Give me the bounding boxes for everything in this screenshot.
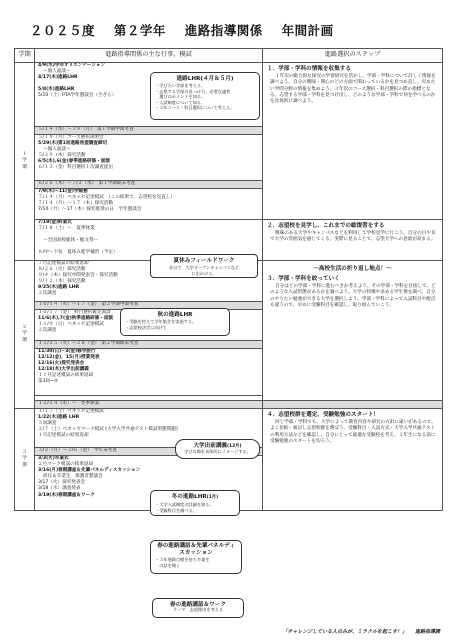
- callout-spring-panel: [150, 540, 242, 574]
- callout-line: ・３年コース・科目選択について考える。: [155, 105, 235, 111]
- event-line: １/１７（土）ベネッセ記述模試: [38, 409, 104, 414]
- event-line: ５/１９（月）コース選択説明会: [38, 135, 104, 140]
- step-1-heading: １．学部・学科の情報を収集する: [267, 66, 351, 72]
- step-3-heading: ３．学部・学科を絞っていく: [267, 276, 340, 283]
- band-row: [15, 401, 443, 409]
- event-line: ～個人面談～: [43, 69, 71, 75]
- event-line: 3/3(火)卒業式: [38, 456, 69, 461]
- event-line: ７/１４（月）ベネッセ記述模試 （この結果で、志望校を見直し）: [38, 195, 175, 201]
- exam-band: ６/２６（木）～７/２（水） 第１学期期末考査: [38, 181, 136, 186]
- callout-title: 進路LHR(４月＆５月): [176, 76, 234, 82]
- callout-spring-work: [152, 598, 244, 618]
- event-line: 7/14（月）～17（木）探究推奨の日 学年懇談会: [38, 207, 142, 213]
- header-term: 学期: [15, 49, 35, 63]
- header-main: 進路指導関係の主な行事、模試: [35, 49, 263, 63]
- title-subject: 進路指導関係: [184, 23, 263, 38]
- event-line: 5/8(木)進路LHR: [38, 87, 75, 93]
- event-line: ６/１３（金）科目選択１次調査提出: [38, 165, 114, 171]
- callout-lhr-april-may: [150, 72, 260, 120]
- callout-line: 学びの場を具体的にイメージする。: [184, 449, 251, 454]
- event-line: 9/25(木)進路 LHR: [38, 285, 80, 291]
- event-line: 3/18（水）調査発表: [38, 486, 81, 492]
- footer: [275, 628, 440, 635]
- event-line: ～個人面談～: [43, 147, 71, 153]
- term-3-cell: [15, 409, 35, 511]
- step-3-body: 自分はどの学部・学科に進むべきか考えよう。その学部・学科を目指して、どのような入試形態があるかを調べよう。大学の特徴や求める学生像を調べ、自分のやりたい勉強ができる大学を選択しよう。学部・学科によって入試科目や配点も違うので、早めに受験科目を確認し、取り組んでいこう。: [270, 284, 436, 308]
- callout-title: 春の進路講話＆先輩パネルディスカッション: [157, 543, 235, 556]
- callout-line: ・３年進路目標を持ち卒業生: [155, 557, 210, 562]
- event-line: １０/１７（金） 科目選択確定面談: [38, 310, 111, 315]
- midpoint-banner: ～高校生活の折り返し地点！～: [313, 266, 392, 272]
- event-line: 第3回~⑤: [38, 379, 59, 385]
- step-2-body: 興味のある大学やキャンパスなどを利用して学校見学に行こう。自分の目や耳で大学の雰囲気を感じてくる。実際に見ることで、志望大学への意欲が高まる。: [270, 231, 436, 243]
- event-line: ７/１８（土）～ 夏季休業: [38, 226, 95, 232]
- header-step: 進路選択のステップ: [263, 49, 443, 63]
- step-2-cell: [263, 220, 443, 261]
- event-line: 3/19(木)春期講座＆ワーク: [38, 492, 95, 498]
- event-line: ７月記述模試の結果返却: [38, 261, 89, 266]
- step-4-heading: ４．志望校群を選定、受験勉強のスタート！: [267, 412, 379, 418]
- exam-band: ３/２（月）～３/６（金） 学年末考査: [38, 448, 117, 453]
- exam-band: １１/２５（火）～２８（金） 第２学期期末考査: [38, 341, 139, 346]
- callout-title: [155, 493, 235, 502]
- callout-line: ・志望校決定に向けて: [125, 324, 167, 330]
- term-3-label: ３ 学 期: [22, 450, 27, 468]
- step-1-cell: [263, 63, 443, 220]
- callout-title-sub: (12月): [227, 444, 242, 449]
- event-line: ２次調査: [38, 291, 57, 297]
- callout-summer-fieldwork: [150, 254, 258, 278]
- callout-lecture: [175, 439, 260, 459]
- event-line: ～全国高校総体・総文祭～: [43, 238, 99, 244]
- page-title: [30, 21, 348, 39]
- callout-line: に出かける。: [191, 270, 217, 276]
- callout-line: ・学びたい学部を考える。: [155, 83, 206, 88]
- event-line: ２月マーク模試の結果返却: [38, 462, 94, 468]
- event-line: 4/17(木)進路LHR: [38, 75, 78, 81]
- footer-dept: 進路指導課: [414, 629, 440, 635]
- event-line: 12/12(金)，15(月)授業発表: [38, 355, 100, 361]
- step-4-cell: [263, 409, 443, 511]
- callout-line: ・大学入試制度の詳細を知る。: [155, 502, 214, 507]
- callout-line: ・受験科目を調べる。: [155, 507, 197, 513]
- event-line: ５/２９（木）探究活動: [38, 153, 86, 159]
- callout-title-text: 冬の進路LHR: [171, 494, 207, 500]
- term-1-cell: [15, 63, 35, 261]
- event-line: 5/29(木)第1回進路希望調査締切: [38, 141, 108, 147]
- step-1-body: １年次の総合的な探究の学習研究を活かし、学部・学科について詳しく情報を調べよう。自分の興味・関心のどの方面で関わっているかを見つめ直し、究めたい学問分野の情報を集めよう。３年次のコース選択・科目選択の際の指標となる。志望する学部・学科を見つけ出し、どのような学部・学科で何を学べるのかを具体的に調べよう。: [270, 74, 436, 104]
- event-line: 7/18(金)終業式: [38, 220, 72, 225]
- callout-line: 各自で、大学オープンキャンパスなど: [168, 265, 240, 270]
- event-line: ９/１２（木）探究活動: [38, 279, 86, 285]
- event-line: ８/２６（火）探究活動: [38, 267, 86, 273]
- event-line: ９/４（木）探究中間発表会・探究活動: [38, 273, 118, 279]
- event-line: ２/７（土）ベネッセマーク模試 [大学入学共通テスト模試形態問題]: [38, 427, 178, 433]
- exam-band: ５/１４（水）～１９（月） 第１学期中間考査: [38, 127, 134, 132]
- callout-line: 選びのポイントを知る。: [155, 94, 206, 100]
- callout-title-text: 大学出前講義: [193, 443, 228, 449]
- event-line: 12/18(木)大学出前講義: [38, 367, 89, 373]
- event-line: 12/16(火)探究発表会: [38, 361, 85, 367]
- term-2-cell: [15, 261, 35, 409]
- callout-line: ・受験を控えて学年集会を実施する。: [125, 319, 197, 324]
- step-2-heading: ２．志望校を見学し、これまでの総復習をする: [267, 223, 385, 229]
- event-line: 4/9(水)学年オリエンテーション: [38, 63, 106, 68]
- event-line: 3/16(月)春期講座＆先輩パネルディスカッション: [38, 468, 141, 474]
- callout-line: の話を聞く: [155, 562, 181, 568]
- term-2-label: ２ 学 期: [22, 325, 27, 343]
- event-line: ２次調査: [38, 328, 57, 334]
- event-line: ７/１４（月）～１７（木）探究活動: [38, 201, 114, 207]
- callout-title: 春の進路講話＆ワーク: [170, 602, 226, 608]
- event-line: 5/10（土）PTA学年懇談会（さざら）: [38, 93, 117, 99]
- title-grade: 第２学年: [113, 23, 166, 38]
- event-line: ３回調査: [38, 421, 57, 427]
- event-line: 担任＆卒業生 保護者懇談会: [43, 474, 103, 480]
- event-line: 7/9(木)~11(金)学級懇: [38, 189, 88, 194]
- event-line: 6/5(木),6(金)春季進路研修・面談: [38, 159, 110, 165]
- callout-title-sub: (1月): [206, 495, 219, 500]
- event-line: 1/22(木)進路 LHR: [38, 415, 80, 421]
- event-line: １１月記述模試の結果返却: [38, 373, 94, 379]
- event-line: ８/中～下旬 夏休み進学補習（予定）: [38, 250, 118, 256]
- header-row: [15, 49, 443, 63]
- callout-line: ・入試制度について知る。: [155, 99, 206, 105]
- callout-title: 夏休みフィールドワーク: [173, 258, 235, 264]
- callout-line: ・志望する学部の見つけ方、必要な適性: [155, 88, 231, 94]
- term-1-label: １ 学 期: [22, 152, 27, 170]
- cell-r7: [35, 349, 263, 396]
- cell-r2: [35, 135, 263, 181]
- footer-slogan: 「チャレンジしている人のみが、ミラクルを起こす！」: [282, 629, 407, 635]
- exam-band: １０/１４（火）～１７（金） 第２学期中間考査: [38, 302, 139, 307]
- event-line: １月記述模試の結果返却: [38, 433, 89, 439]
- callout-title: 秋の進路LHR: [157, 312, 193, 318]
- event-line: １１/９（日）ベネッセ記述模試: [38, 322, 104, 328]
- callout-autumn-lhr: [120, 308, 230, 336]
- exam-band: １２/２４（水）～ 冬季休業: [38, 401, 100, 406]
- event-line: 11/6(木),7(金)秋季進路研修・面談: [38, 316, 114, 322]
- cell-r3: [35, 189, 263, 220]
- step-3-cell: [263, 261, 443, 401]
- step-4-body: 同じ学部・学科でも、大学によって教育内容や研究の方針に違いがあるので、よく比較・検討し志望校群を選ぼう。受験科目・入試方式・大学入学共通テストの利用方法などを確認し、自分にとって最適な受験校を考え、３年生になる前に受験勉強のスタートを切ろう。: [270, 420, 436, 444]
- title-kind: 年間計画: [281, 23, 334, 38]
- event-line: 3/17（火）探究発表会: [38, 480, 86, 486]
- event-line: 11/30(日)~3(金)修学旅行: [38, 349, 96, 354]
- callout-line: テーマ：志望理由を考える: [172, 607, 224, 612]
- callout-winter-lhr: [150, 490, 240, 516]
- title-year: ２０２５度: [30, 23, 96, 38]
